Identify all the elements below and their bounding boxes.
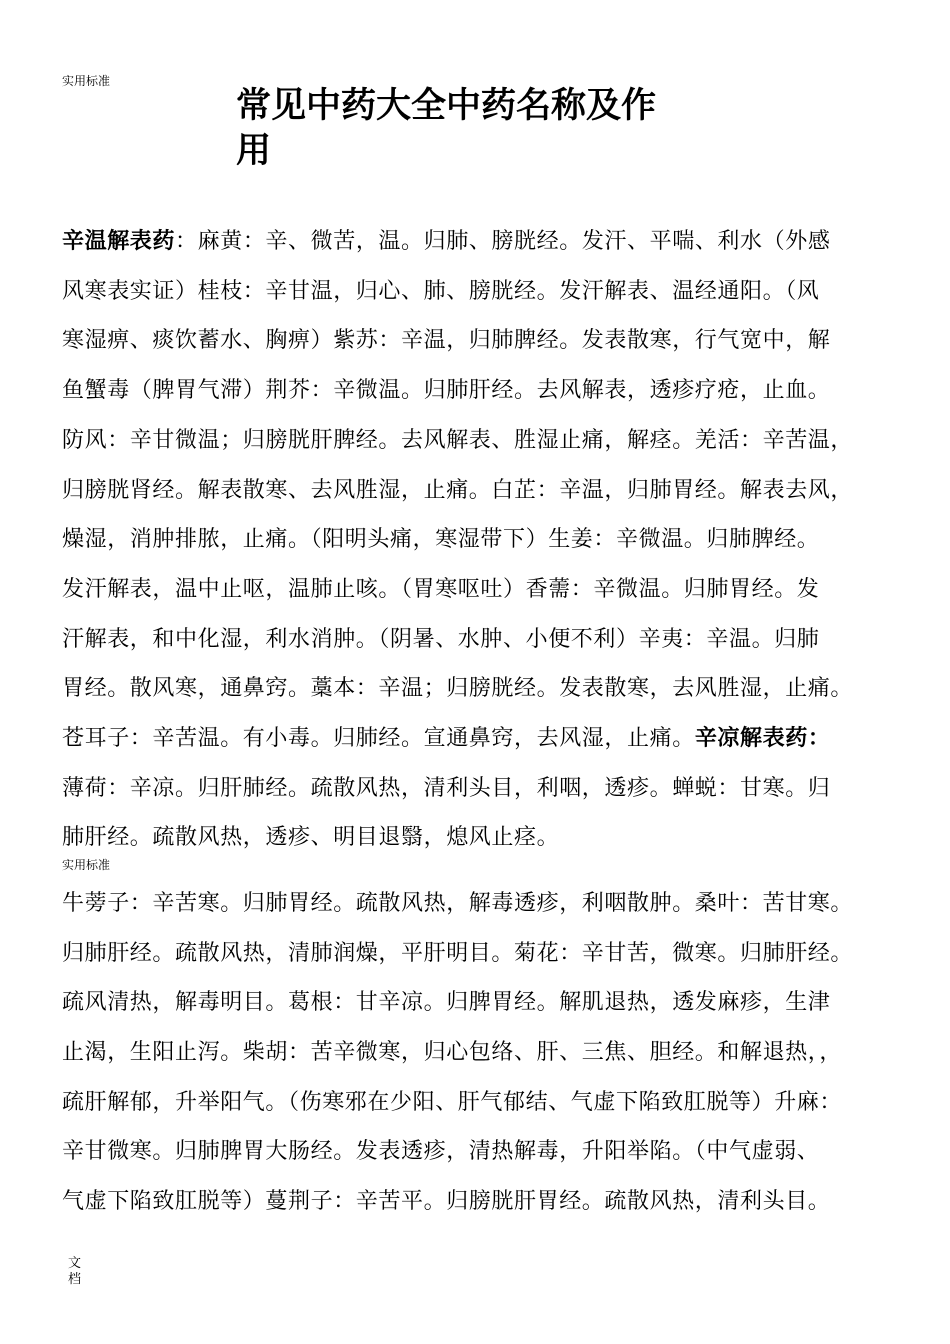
line-text: 寒湿痹、痰饮蓄水、胸痹）紫苏：辛温，归肺脾经。发表散寒，行气宽中，解 bbox=[62, 328, 831, 353]
body-line bbox=[62, 277, 912, 307]
body-line: 辛甘微寒。归肺脾胃大肠经。发表透疹，清热解毒，升阳举陷。（中气虚弱、 bbox=[62, 1139, 820, 1164]
title-line-1: 常见中药大全中药名称及作 bbox=[236, 86, 657, 126]
line-text: 胃经。散风寒，通鼻窍。藁本：辛温；归膀胱经。发表散寒，去风胜湿，止痛。 bbox=[62, 676, 854, 701]
body-line bbox=[62, 326, 912, 356]
document-title bbox=[236, 84, 716, 174]
body-line bbox=[62, 476, 912, 506]
body-line bbox=[62, 525, 912, 555]
body-line bbox=[62, 823, 912, 853]
body-line: 归肺肝经。疏散风热，清肺润燥，平肝明目。菊花：辛甘苦，微寒。归肺肝经。 bbox=[62, 941, 854, 966]
line-text: ：麻黄：辛、微苦，温。归肺、膀胱经。发汗、平喘、利水（外感 bbox=[175, 229, 831, 254]
body-line: 疏肝解郁，升举阳气。（伤寒邪在少阳、肝气郁结、气虚下陷致肛脱等）升麻： bbox=[62, 1090, 843, 1115]
body-line: 牛蒡子：辛苦寒。归肺胃经。疏散风热，解毒透疹，利咽散肿。桑叶：苦甘寒。 bbox=[62, 891, 854, 916]
line-text: 防风：辛甘微温；归膀胱肝脾经。去风解表、胜湿止痛，解痉。羌活：辛苦温， bbox=[62, 428, 854, 453]
body-line bbox=[62, 774, 912, 804]
line-text: 发汗解表，温中止呕，温肺止咳。（胃寒呕吐）香薷：辛微温。归肺胃经。发 bbox=[62, 577, 820, 602]
section-heading: 辛凉解表药： bbox=[694, 726, 831, 751]
body-line bbox=[62, 376, 912, 406]
line-text: 汗解表，和中化湿，利水消肿。（阴暑、水肿、小便不利）辛夷：辛温。归肺 bbox=[62, 627, 820, 652]
footer-mark: 文档 bbox=[68, 1256, 82, 1287]
line-text: 风寒表实证）桂枝：辛甘温，归心、肺、膀胱经。发汗解表、温经通阳。（风 bbox=[62, 279, 820, 304]
line-text: 鱼蟹毒（脾胃气滞）荆芥：辛微温。归肺肝经。去风解表，透疹疗疮，止血。 bbox=[62, 378, 831, 403]
header-label-top: 实用标准 bbox=[62, 74, 111, 88]
line-text: 苍耳子：辛苦温。有小毒。归肺经。宣通鼻窍，去风湿，止痛。 bbox=[62, 726, 695, 751]
line-text: 薄荷：辛凉。归肝肺经。疏散风热，清利头目，利咽，透疹。蝉蜕：甘寒。归 bbox=[62, 776, 831, 801]
body-line bbox=[62, 625, 912, 655]
line-text: 归膀胱肾经。解表散寒、去风胜湿，止痛。白芷：辛温，归肺胃经。解表去风， bbox=[62, 478, 854, 503]
body-line bbox=[62, 575, 912, 605]
line-text: 肺肝经。疏散风热，透疹、明目退翳，熄风止痉。 bbox=[62, 825, 560, 850]
line-text: 燥湿，消肿排脓，止痛。（阳明头痛，寒湿带下）生姜：辛微温。归肺脾经。 bbox=[62, 527, 820, 552]
body-line: 疏风清热，解毒明目。葛根：甘辛凉。归脾胃经。解肌退热，透发麻疹，生津 bbox=[62, 990, 831, 1015]
section-heading: 辛温解表药 bbox=[62, 229, 176, 254]
body-line: 止渴，生阳止泻。柴胡：苦辛微寒，归心包络、肝、三焦、胆经。和解退热，， bbox=[62, 1040, 843, 1065]
body-line: 气虚下陷致肛脱等）蔓荆子：辛苦平。归膀胱肝胃经。疏散风热，清利头目。 bbox=[62, 1189, 831, 1214]
body-line bbox=[62, 724, 912, 754]
body-line bbox=[62, 227, 912, 257]
header-label-middle: 实用标准 bbox=[62, 858, 111, 872]
body-line bbox=[62, 426, 912, 456]
body-line bbox=[62, 674, 912, 704]
title-line-2: 用 bbox=[236, 131, 272, 171]
